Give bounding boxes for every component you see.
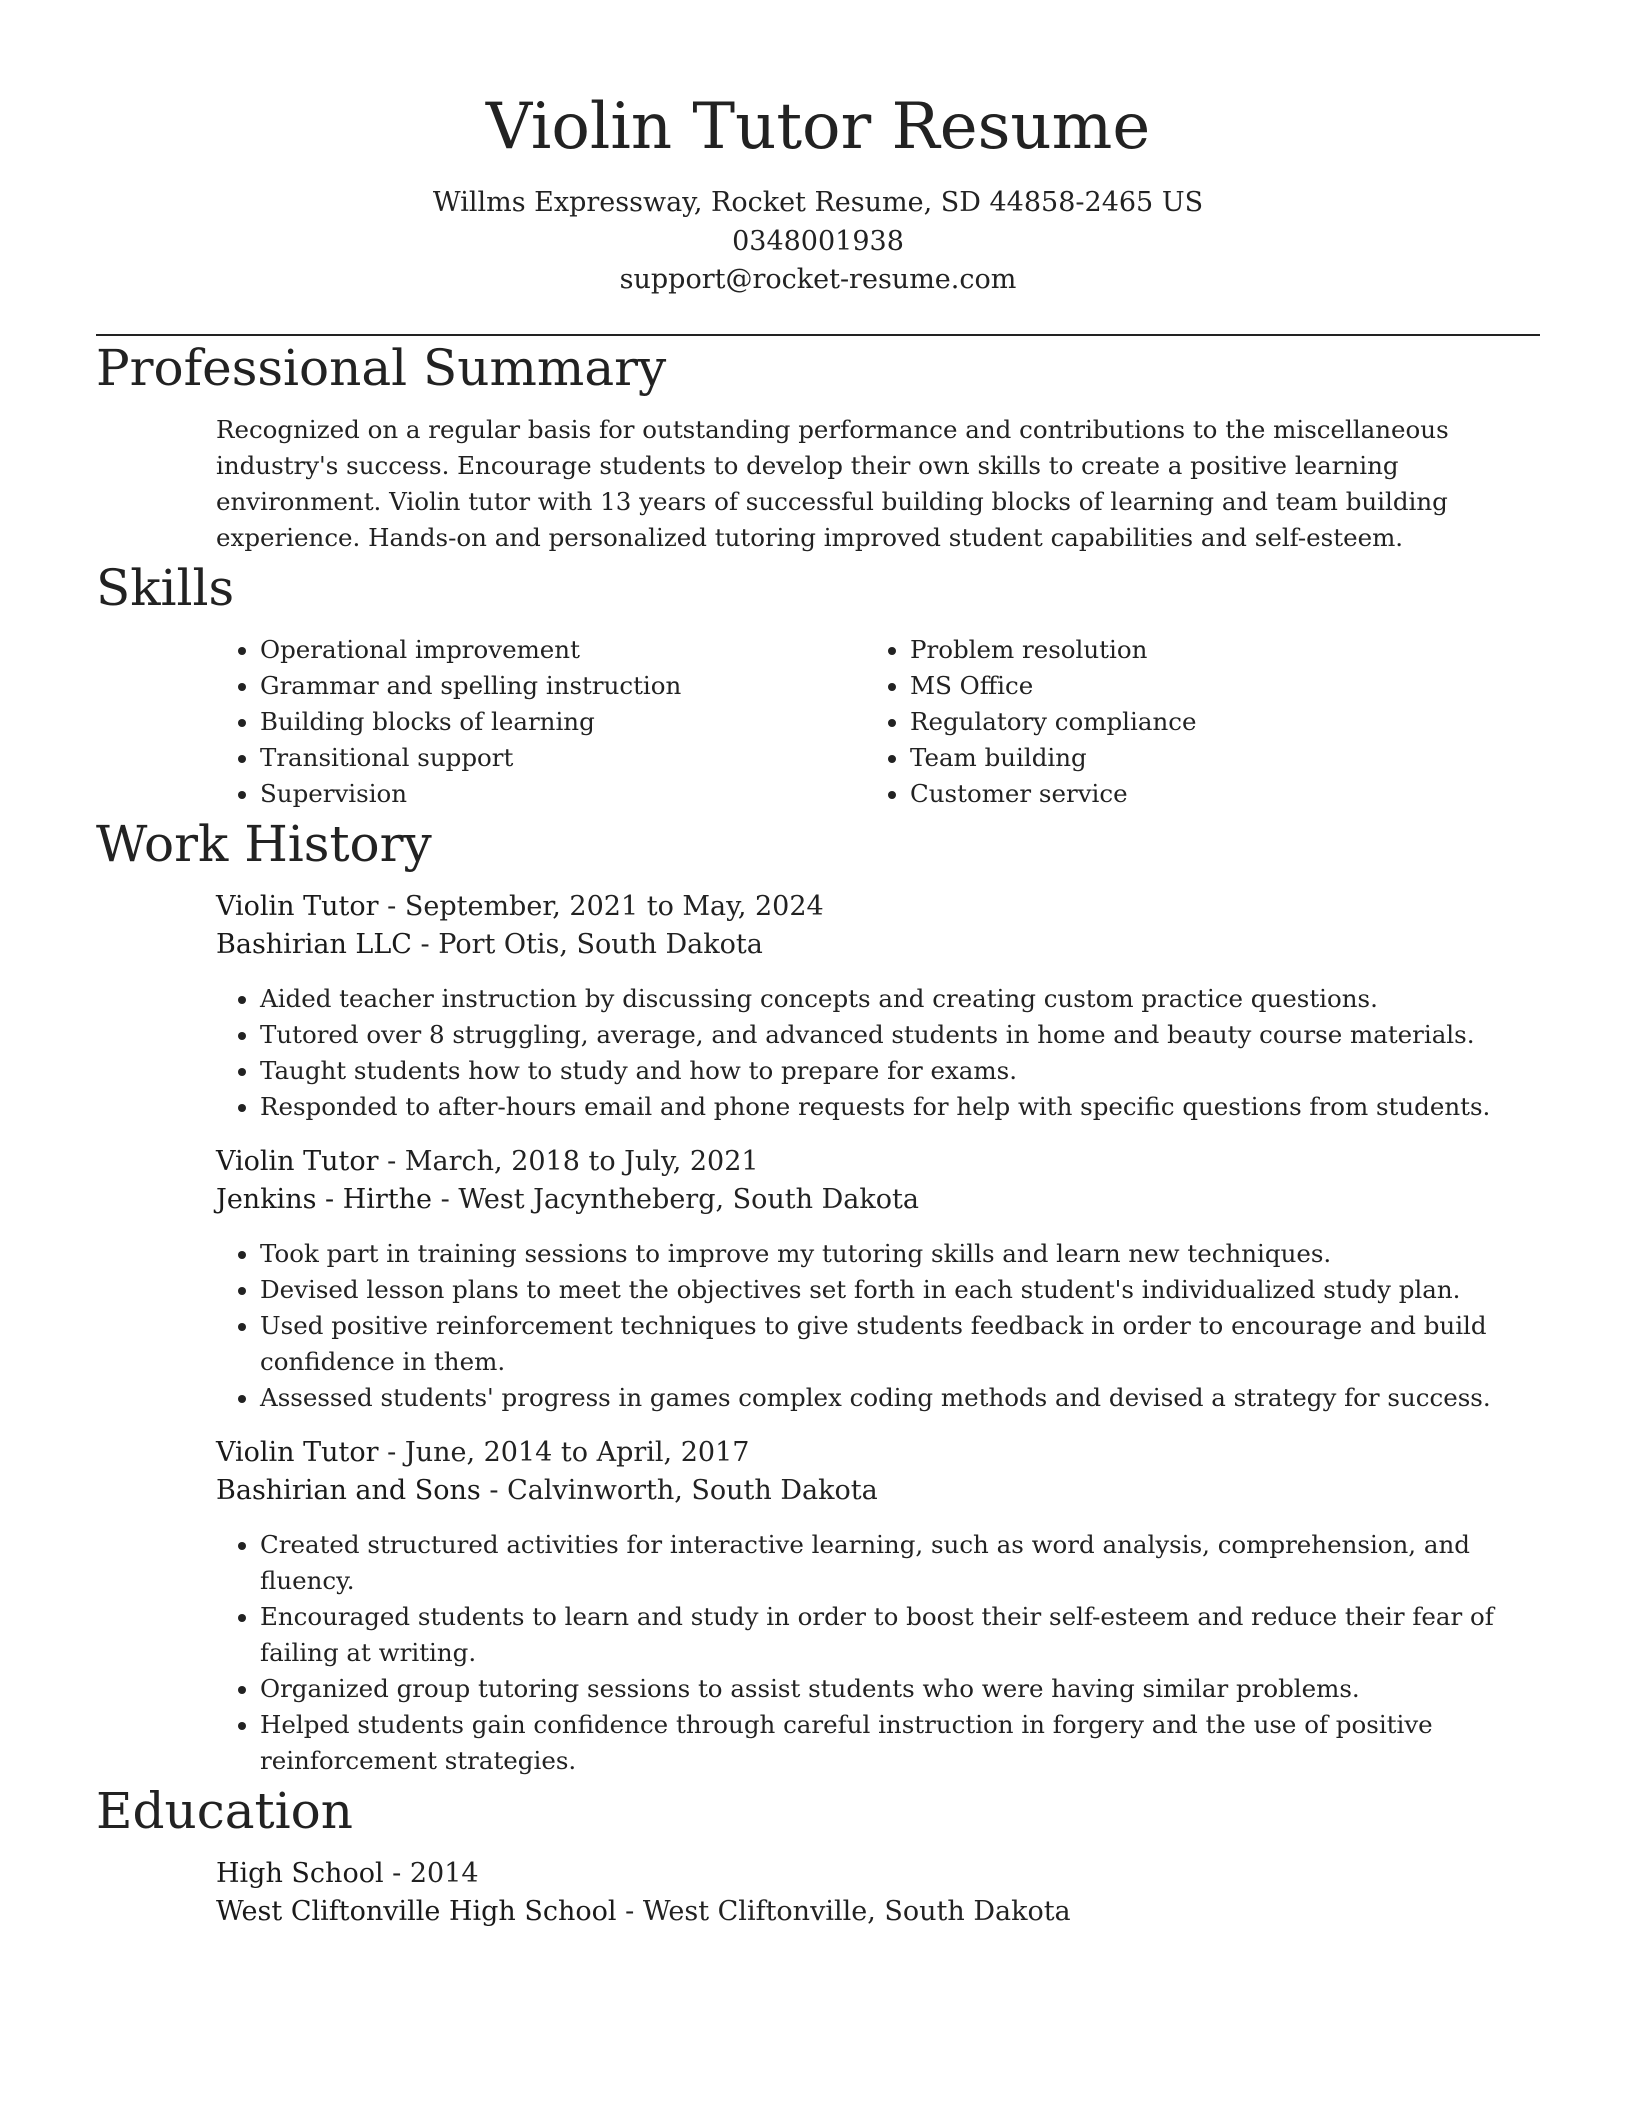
contact-info (96, 184, 1540, 300)
job-bullets (216, 981, 1540, 1125)
email-text: support@rocket-resume.com (619, 264, 1017, 295)
job-bullets (216, 1527, 1540, 1779)
education-year: - 2014 (383, 1857, 479, 1889)
education-entry (216, 1855, 1540, 1932)
job-title-line (216, 1434, 1540, 1473)
job-bullet: • Helped students gain confidence through careful instruction in forgery and the use of positive reinforcement strategies. (260, 1707, 1540, 1779)
resume-page (96, 0, 1540, 1932)
resume-title: Violin Tutor Resume (485, 90, 1151, 164)
skills-heading: Skills (96, 558, 235, 617)
job-role: Violin Tutor (216, 1145, 379, 1177)
job-role: Violin Tutor (216, 890, 379, 922)
phone-text: 0348001938 (732, 225, 904, 257)
job-company-line (216, 1181, 1540, 1220)
job-dates: - September, 2021 to May, 2024 (378, 890, 824, 922)
job-bullet: • Organized group tutoring sessions to assist students who were having similar problems. (260, 1671, 1540, 1707)
address-text: Willms Expressway, Rocket Resume, SD 44858-2465 US (432, 187, 1204, 218)
skill-item: • Grammar and spelling instruction (260, 668, 866, 704)
job-company: Bashirian and Sons (216, 1475, 481, 1506)
job-entry (216, 1434, 1540, 1779)
skills-column-right (866, 632, 1516, 812)
education-degree: High School (216, 1857, 384, 1889)
job-company-line (216, 1472, 1540, 1511)
skill-item: • Customer service (910, 776, 1516, 812)
job-title-line (216, 888, 1540, 927)
education-heading: Education (96, 1781, 353, 1840)
education-school: West Cliftonville High School (216, 1896, 617, 1927)
job-location: - West Jacyntheberg, South Dakota (432, 1184, 919, 1215)
job-bullet: • Used positive reinforcement techniques to give students feedback in order to encourage and build confidence in them. (260, 1308, 1540, 1380)
job-location: - Port Otis, South Dakota (411, 929, 763, 960)
summary-heading: Professional Summary (96, 338, 667, 397)
resume-header (96, 0, 1540, 300)
skill-item: • Supervision (260, 776, 866, 812)
job-entry (216, 1143, 1540, 1416)
job-bullet: • Encouraged students to learn and study in order to boost their self-esteem and reduce their fear of failing at writing. (260, 1599, 1540, 1671)
skills-list (216, 632, 1540, 812)
job-bullet: • Assessed students' progress in games complex coding methods and devised a strategy for success. (260, 1380, 1540, 1416)
skill-item: • Building blocks of learning (260, 704, 866, 740)
job-bullet: • Aided teacher instruction by discussing concepts and creating custom practice questions. (260, 981, 1540, 1017)
education-location: - West Cliftonville, South Dakota (616, 1896, 1071, 1927)
job-dates: - June, 2014 to April, 2017 (378, 1436, 750, 1468)
job-company: Jenkins - Hirthe (216, 1184, 433, 1215)
job-location: - Calvinworth, South Dakota (480, 1475, 878, 1506)
work-history-heading: Work History (96, 814, 432, 873)
job-title-line (216, 1143, 1540, 1182)
skill-item: • Transitional support (260, 740, 866, 776)
job-role: Violin Tutor (216, 1436, 379, 1468)
job-bullet: • Tutored over 8 struggling, average, and advanced students in home and beauty course materials. (260, 1017, 1540, 1053)
education-school-line (216, 1893, 1540, 1932)
job-bullets (216, 1236, 1540, 1416)
job-bullet: • Created structured activities for interactive learning, such as word analysis, comprehension, and fluency. (260, 1527, 1540, 1599)
job-bullet: • Devised lesson plans to meet the objectives set forth in each student's individualized study plan. (260, 1272, 1540, 1308)
job-company-line (216, 926, 1540, 965)
education-degree-line (216, 1855, 1540, 1894)
skill-item: • Team building (910, 740, 1516, 776)
skill-item: • Problem resolution (910, 632, 1516, 668)
skill-item: • Operational improvement (260, 632, 866, 668)
job-entry (216, 888, 1540, 1125)
job-dates: - March, 2018 to July, 2021 (378, 1145, 759, 1177)
job-company: Bashirian LLC (216, 929, 412, 960)
summary-text: Recognized on a regular basis for outstanding performance and contributions to the miscellaneous industry's success. Encourage students to develop their own skills to create a positive learning environment. Violin tutor with 13 years of successful building blocks of learning and team building experience. Hands-on and personalized tutoring improved student capabilities and self-esteem. (216, 414, 1449, 552)
skill-item: • Regulatory compliance (910, 704, 1516, 740)
job-bullet: • Responded to after-hours email and phone requests for help with specific questions from students. (260, 1089, 1540, 1125)
skill-item: • MS Office (910, 668, 1516, 704)
skills-column-left (216, 632, 866, 812)
job-bullet: • Took part in training sessions to improve my tutoring skills and learn new techniques. (260, 1236, 1540, 1272)
work-history-list (216, 888, 1540, 1779)
job-bullet: • Taught students how to study and how to prepare for exams. (260, 1053, 1540, 1089)
